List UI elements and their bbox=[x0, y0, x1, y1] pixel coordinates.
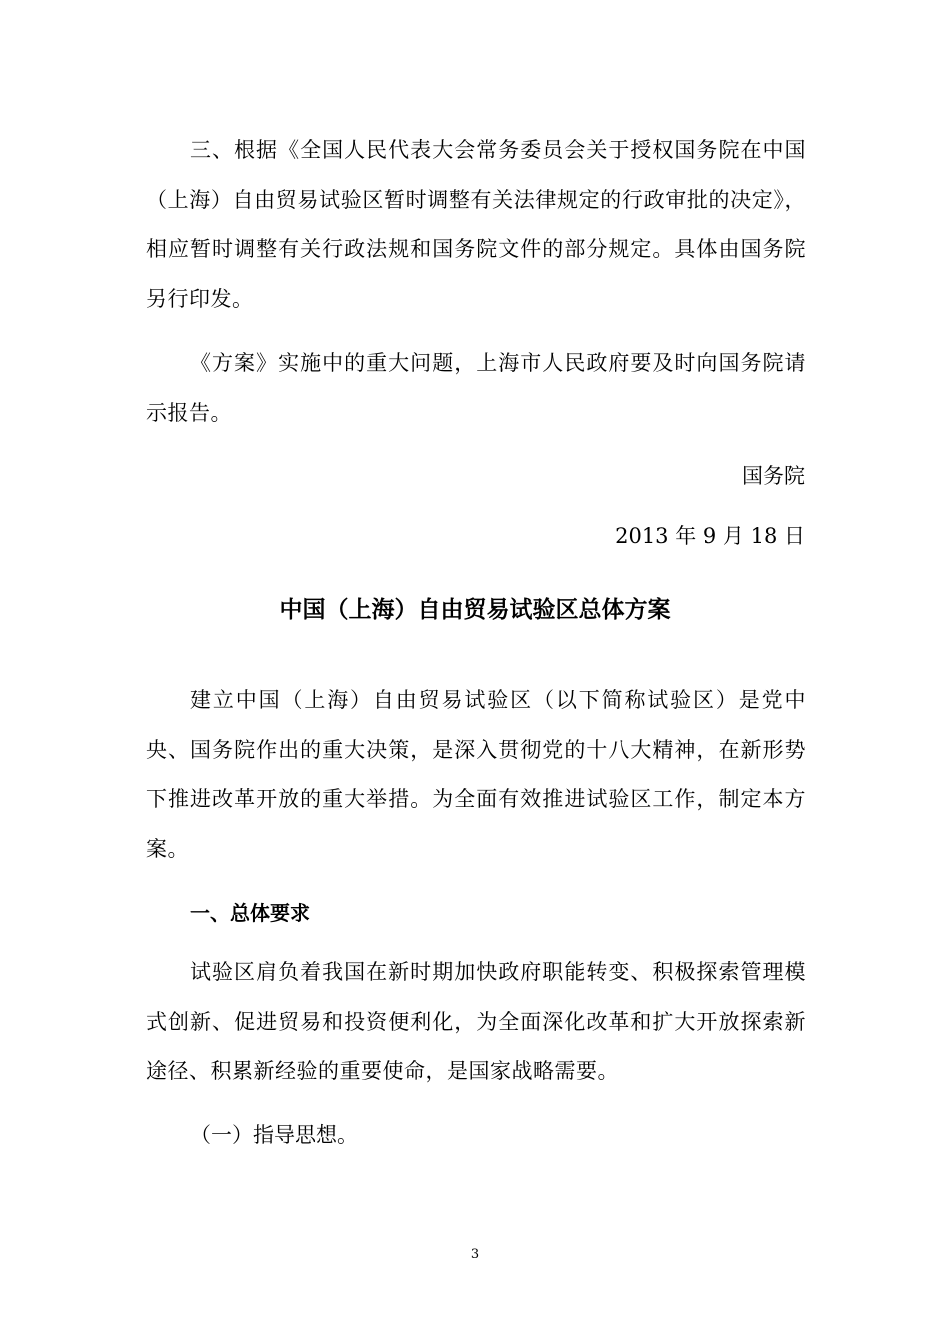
issue-date: 2013 年 9 月 18 日 bbox=[615, 524, 805, 548]
document-title: 中国（上海）自由贸易试验区总体方案 bbox=[279, 597, 671, 623]
paragraph-report: 《方案》实施中的重大问题，上海市人民政府要及时向国务院请示报告。 bbox=[146, 351, 806, 425]
paragraph-general-requirements: 试验区肩负着我国在新时期加快政府职能转变、积极探索管理模式创新、促进贸易和投资便利化，为全面深化改革和扩大开放探索新途径、积累新经验的重要使命，是国家战略需要。 bbox=[146, 960, 806, 1083]
subsection-heading: （一）指导思想。 bbox=[190, 1123, 358, 1147]
page-number: 3 bbox=[470, 1247, 480, 1262]
paragraph-authorization: 三、根据《全国人民代表大会常务委员会关于授权国务院在中国（上海）自由贸易试验区暂时调整有关法律规定的行政审批的决定》，相应暂时调整有关行政法规和国务院文件的部分规定。具体由国务院另行印发。 bbox=[146, 138, 806, 311]
section-heading: 一、总体要求 bbox=[190, 901, 310, 925]
paragraph-introduction: 建立中国（上海）自由贸易试验区（以下简称试验区）是党中央、国务院作出的重大决策，是深入贯彻党的十八大精神，在新形势下推进改革开放的重大举措。为全面有效推进试验区工作，制定本方案。 bbox=[146, 688, 806, 861]
issuer-signature: 国务院 bbox=[742, 464, 805, 488]
